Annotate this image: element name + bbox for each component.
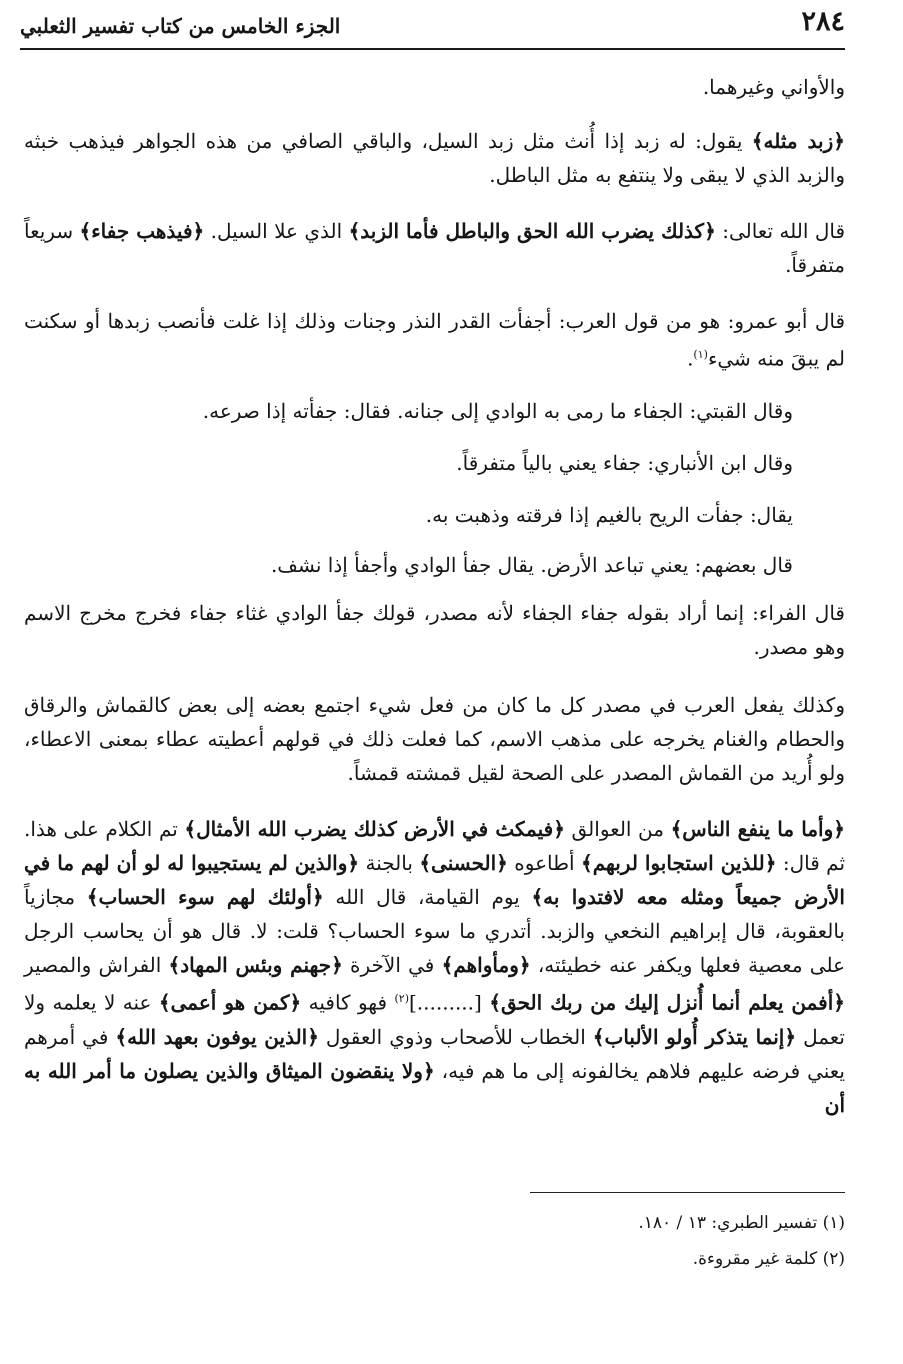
paragraph — [24, 498, 793, 532]
text-run: مجازياً بالعقوبة، قال إبراهيم النخعي والزبد. أتدري ما سوء الحساب؟ قلت: لا. قال هو أن يحاسب الرجل على معصية فعلها ويكفر عنه خطيئته، — [24, 885, 846, 977]
text-run: يقال: جفأت الريح بالغيم إذا فرقته وذهبت به. — [425, 503, 793, 527]
text-run: قال الفراء: إنما أراد بقوله جفاء الجفاء لأنه مصدر، قولك جفأ الوادي غثاء جفاء فخرج مخرج الاسم وهو مصدر. — [24, 601, 845, 659]
quran-quote: ﴿زبد مثله﴾ — [751, 129, 845, 153]
paragraph — [24, 394, 793, 428]
footnote-ref: (٢) — [394, 992, 409, 1005]
quran-quote: ﴿كذلك يضرب الله الحق والباطل فأما الزبد﴾ — [348, 219, 716, 243]
footnote: (١) تفسير الطبري: ١٣ / ١٨٠. — [638, 1213, 845, 1233]
quran-quote: ﴿للذين استجابوا لربهم﴾ — [580, 851, 777, 875]
quran-quote: ﴿وأما ما ينفع الناس﴾ — [670, 817, 845, 841]
text-run: فهو كافيه — [301, 990, 395, 1015]
text-run: بالجنة — [359, 851, 420, 875]
paragraph — [24, 124, 845, 192]
text-run: في أمرهم يعني فرضه عليهم فلاهم يخالفونه إلى ما هم فيه، — [24, 1024, 845, 1083]
text-run: قال بعضهم: يعني تباعد الأرض. يقال جفأ الوادي وأجفأ إذا نشف. — [270, 553, 793, 577]
quran-quote: ﴿كمن هو أعمى﴾ — [158, 990, 302, 1015]
paragraph — [24, 596, 845, 664]
text-run: يوم القيامة، قال الله — [323, 885, 532, 909]
quran-quote: ﴿فيذهب جفاء﴾ — [79, 219, 205, 243]
paragraph — [24, 688, 845, 790]
text-run: قال الله تعالى: — [715, 219, 846, 243]
text-run: قال أبو عمرو: هو من قول العرب: أجفأت القدر النذر وجنات وذلك إذا غلت فأنصب زبدها أو سكنت لم يبقَ منه شيء — [24, 309, 845, 371]
book-title: الجزء الخامس من كتاب تفسير الثعلبي — [20, 14, 341, 38]
page-header — [20, 4, 845, 50]
paragraph — [24, 446, 793, 480]
text-run: عنه لا يعلمه ولا تعمل — [24, 990, 845, 1049]
text-run: الذي علا السيل. — [204, 219, 349, 243]
paragraph — [24, 70, 845, 104]
paragraph — [24, 214, 845, 282]
text-run: في الآخرة — [342, 953, 442, 977]
footnote-divider — [530, 1192, 845, 1193]
text-run: الفراش والمصير — [24, 953, 169, 977]
quran-quote: ﴿أولئك لهم سوء الحساب﴾ — [86, 885, 324, 909]
text-run: وقال القبتي: الجفاء ما رمى به الوادي إلى جنانه. فقال: جفأته إذا صرعه. — [202, 399, 793, 423]
quran-quote: ﴿والذين لم يستجيبوا له لو أن لهم ما في الأرض جميعاً ومثله معه لافتدوا به﴾ — [24, 851, 845, 909]
quran-quote: ﴿جهنم وبئس المهاد﴾ — [168, 953, 343, 977]
paragraph — [24, 812, 845, 1122]
text-run: [.........] — [409, 990, 490, 1015]
text-run: وقال ابن الأنباري: جفاء يعني بالياً متفرقاً. — [456, 451, 793, 475]
text-run: سريعاً متفرقاً. — [24, 219, 845, 277]
paragraph — [24, 304, 845, 376]
quran-quote: ﴿إنما يتذكر أُولو الألباب﴾ — [592, 1024, 797, 1049]
quran-quote: ﴿الحسنى﴾ — [419, 851, 508, 875]
footnote: (٢) كلمة غير مقروءة. — [692, 1249, 845, 1269]
text-run: والأواني وغيرهما. — [702, 75, 845, 99]
text-run: تم الكلام على هذا. ثم قال: — [24, 817, 846, 875]
page-number: ٢٨٤ — [801, 6, 845, 37]
text-run: . — [687, 346, 694, 371]
text-run: وكذلك يفعل العرب في مصدر كل ما كان من فعل شيء اجتمع بعضه إلى بعض كالقماش والرقاق والحطام والغنام يخرجه على مذهب الاسم، كما فعلت ذلك في قولهم أعطيته عطاء بمعنى الاعطاء، ولو أُريد من القماش المصدر على الصحة لقيل قمشته قمشاً. — [24, 693, 845, 785]
quran-quote: ﴿الذين يوفون بعهد الله﴾ — [115, 1024, 319, 1049]
text-run: يقول: له زبد إذا أُنث مثل زبد السيل، والباقي الصافي من هذه الجواهر فيذهب خبثه والزبد الذي لا يبقى ولا ينتفع به مثل الباطل. — [24, 129, 845, 187]
paragraph — [24, 548, 793, 582]
footnote-ref: (١) — [693, 348, 708, 361]
quran-quote: ﴿أفمن يعلم أنما أُنزل إليك من ربك الحق﴾ — [489, 990, 846, 1015]
quran-quote: ﴿ومأواهم﴾ — [441, 953, 531, 977]
quran-quote: ﴿ولا ينقضون الميثاق والذين يصلون ما أمر الله به أن — [24, 1058, 845, 1117]
text-run: أطاعوه — [507, 851, 581, 875]
text-run: من العوالق — [564, 817, 671, 841]
quran-quote: ﴿فيمكث في الأرض كذلك يضرب الله الأمثال﴾ — [184, 817, 565, 841]
text-run: الخطاب للأصحاب وذوي العقول — [318, 1024, 593, 1049]
